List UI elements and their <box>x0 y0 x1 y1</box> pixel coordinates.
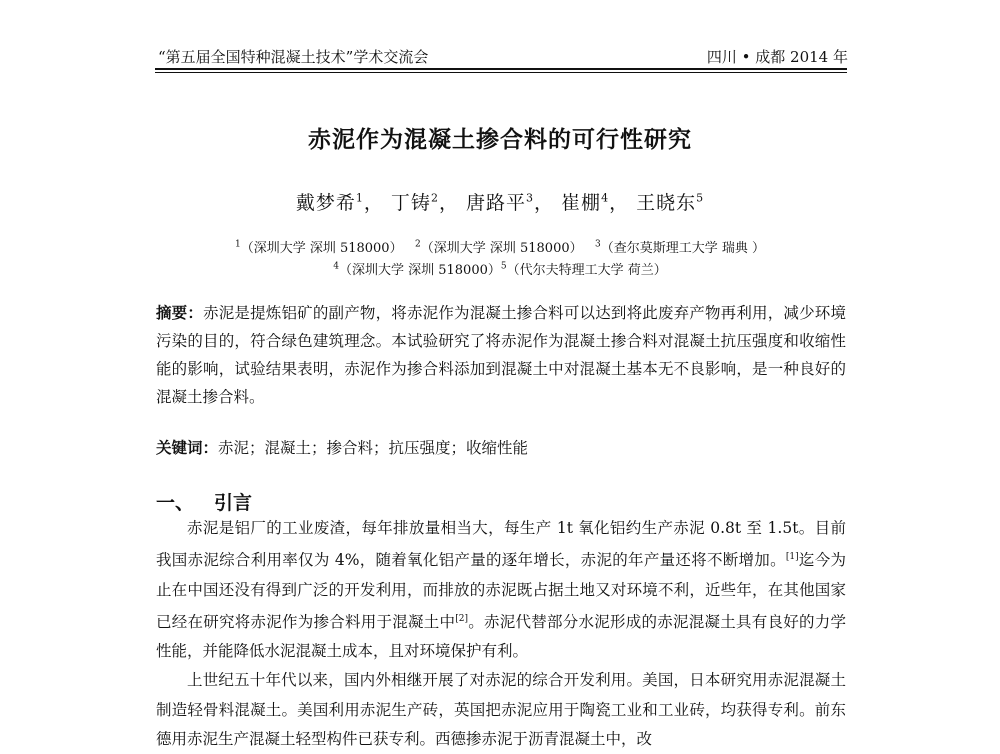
section-heading-introduction <box>156 488 252 515</box>
author-mark: 2 <box>430 191 439 205</box>
citation: [1] <box>785 552 799 563</box>
paragraph-text: 。赤泥代替部分水泥形成的赤泥混凝土具有良好的力学性能，并能降低水泥混凝土成本，且对环境保护有利。 <box>156 612 846 661</box>
affiliation-mark: 2 <box>415 239 421 250</box>
author-name: 唐路平 <box>465 192 526 214</box>
section-number: 一、 <box>156 492 195 514</box>
author-mark: 3 <box>526 191 534 205</box>
affiliation-mark: 1 <box>234 239 241 250</box>
paragraph-text: 赤泥是铝厂的工业废渣，每年排放量相当大，每生产 1t 氧化铝约生产赤泥 0.8t 至 1.5t。目前我国赤泥综合利用率仅为 4%，随着氧化铝产量的逐年增长，赤泥的年产量还将不断增加。 <box>156 519 846 570</box>
paragraph: 上世纪五十年代以来，国内外相继开展了对赤泥的综合开发利用。美国，日本研究用赤泥混凝土制造轻骨料混凝土。美国利用赤泥生产砖，英国把赤泥应用于陶瓷工业和工业砖，均获得专利。前东德用赤泥生产混凝土轻型构件已获专利。西德掺赤泥于沥青混凝土中，改 <box>156 671 846 748</box>
affiliation: （深圳大学 深圳 518000） <box>338 263 501 278</box>
author-mark: 5 <box>696 191 705 205</box>
affiliation: （深圳大学 深圳 518000） <box>420 241 583 256</box>
header-divider-thin <box>155 72 847 73</box>
author-mark: 4 <box>601 191 610 205</box>
paper-title: 赤泥作为混凝土掺合料的可行性研究 <box>308 127 692 153</box>
author-name: 崔棚 <box>561 192 602 214</box>
author-name: 王晓东 <box>636 192 697 214</box>
abstract <box>156 299 846 411</box>
paragraph-text: 迄今为止在中国还没有得到广泛的开发利用，而排放的赤泥既占据土地又对环境不利，近些年，在其他国家已经在研究将赤泥作为掺合料用于混凝土中 <box>156 551 846 631</box>
author-list: 戴梦希$^1$， 丁铸$^2$， 唐路平$^3$， 崔棚$^4$， 王晓东$^5$ <box>295 191 705 214</box>
header-divider <box>155 68 847 70</box>
affiliation-mark: 4 <box>333 261 339 272</box>
affiliation: （代尔夫特理工大学 荷兰） <box>506 263 667 278</box>
author-mark: 1 <box>355 191 364 205</box>
affiliation: （查尔莫斯理工大学 瑞典 ） <box>600 241 766 256</box>
author-name: 戴梦希 <box>295 192 356 214</box>
location-year-header: 四川 • 成都 2014 年 <box>706 48 848 66</box>
keywords <box>156 436 846 458</box>
paragraph <box>156 514 846 666</box>
abstract-label: 摘要： <box>156 304 204 322</box>
abstract-text: 赤泥是提炼铝矿的副产物，将赤泥作为混凝土掺合料可以达到将此废弃产物再利用，减少环境污染的目的，符合绿色建筑理念。本试验研究了将赤泥作为混凝土掺合料对混凝土抗压强度和收缩性能的影响，试验结果表明，赤泥作为掺合料添加到混凝土中对混凝土基本无不良影响，是一种良好的混凝土掺合料。 <box>156 304 846 406</box>
affiliation-line-2 <box>0 259 1000 278</box>
citation: [2] <box>455 613 468 624</box>
affiliation-line-1 <box>0 237 1000 256</box>
affiliation: （深圳大学 深圳 518000） <box>240 241 403 256</box>
author-name: 丁铸 <box>390 192 431 214</box>
keywords-text: 赤泥；混凝土；掺合料；抗压强度；收缩性能 <box>218 439 529 457</box>
body-text <box>156 514 846 754</box>
affiliation-mark: 3 <box>595 239 601 250</box>
conference-header: “第五届全国特种混凝土技术”学术交流会 <box>158 48 429 66</box>
section-title: 引言 <box>214 492 253 514</box>
keywords-label: 关键词： <box>156 439 219 457</box>
affiliation-mark: 5 <box>500 261 507 272</box>
